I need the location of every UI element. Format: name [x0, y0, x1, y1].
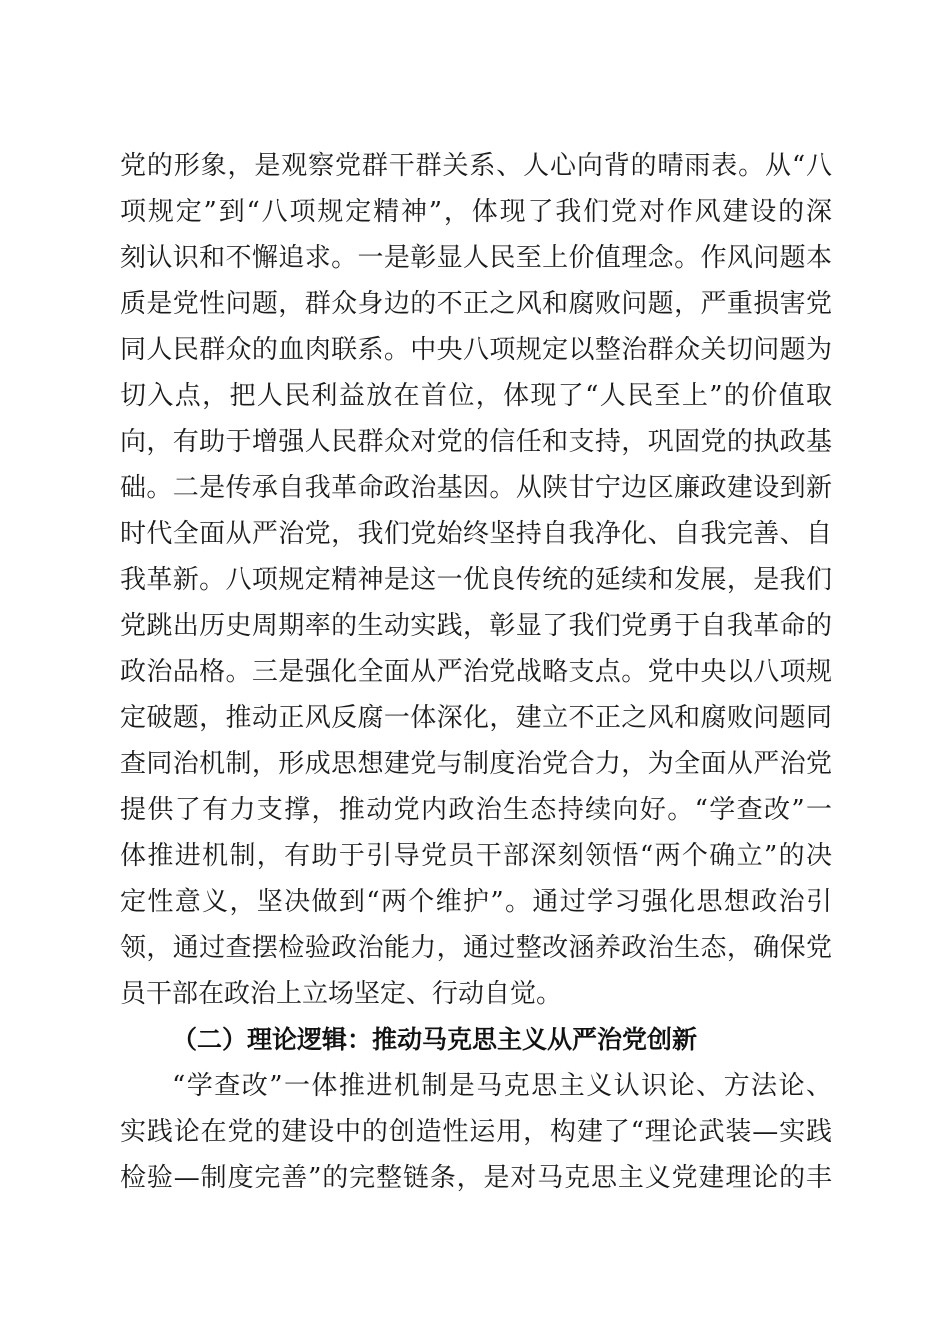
text-line: 定性意义，坚决做到“两个维护”。通过学习强化思想政治引	[120, 887, 832, 917]
text-line: 查同治机制，形成思想建党与制度治党合力，为全面从严治党	[120, 749, 832, 779]
text-line: 政治品格。三是强化全面从严治党战略支点。党中央以八项规	[120, 657, 832, 687]
text-line: 领，通过查摆检验政治能力，通过整改涵养政治生态，确保党	[120, 933, 832, 963]
text-line: 定破题，推动正风反腐一体深化，建立不正之风和腐败问题同	[120, 703, 832, 733]
text-line: 质是党性问题，群众身边的不正之风和腐败问题，严重损害党	[120, 289, 832, 319]
text-line: 检验—制度完善”的完整链条，是对马克思主义党建理论的丰	[120, 1163, 832, 1193]
text-line: 实践论在党的建设中的创造性运用，构建了“理论武装—实践	[120, 1117, 832, 1147]
text-line: 党的形象，是观察党群干群关系、人心向背的晴雨表。从“八	[120, 151, 832, 181]
text-line: 向，有助于增强人民群众对党的信任和支持，巩固党的执政基	[120, 427, 832, 457]
text-line: “学查改”一体推进机制是马克思主义认识论、方法论、	[172, 1071, 832, 1101]
section-heading: （二）理论逻辑：推动马克思主义从严治党创新	[172, 1025, 698, 1054]
text-line: 时代全面从严治党，我们党始终坚持自我净化、自我完善、自	[120, 519, 832, 549]
text-line: 员干部在政治上立场坚定、行动自觉。	[120, 979, 563, 1009]
text-line: 我革新。八项规定精神是这一优良传统的延续和发展，是我们	[120, 565, 832, 595]
text-line: 础。二是传承自我革命政治基因。从陕甘宁边区廉政建设到新	[120, 473, 832, 503]
text-line: 党跳出历史周期率的生动实践，彰显了我们党勇于自我革命的	[120, 611, 832, 641]
text-line: 体推进机制，有助于引导党员干部深刻领悟“两个确立”的决	[120, 841, 832, 871]
text-line: 项规定”到“八项规定精神”，体现了我们党对作风建设的深	[120, 197, 832, 227]
text-line: 同人民群众的血肉联系。中央八项规定以整治群众关切问题为	[120, 335, 832, 365]
text-line: 切入点，把人民利益放在首位，体现了“人民至上”的价值取	[120, 381, 832, 411]
text-line: 提供了有力支撑，推动党内政治生态持续向好。“学查改”一	[120, 795, 832, 825]
text-line: 刻认识和不懈追求。一是彰显人民至上价值理念。作风问题本	[120, 243, 832, 273]
